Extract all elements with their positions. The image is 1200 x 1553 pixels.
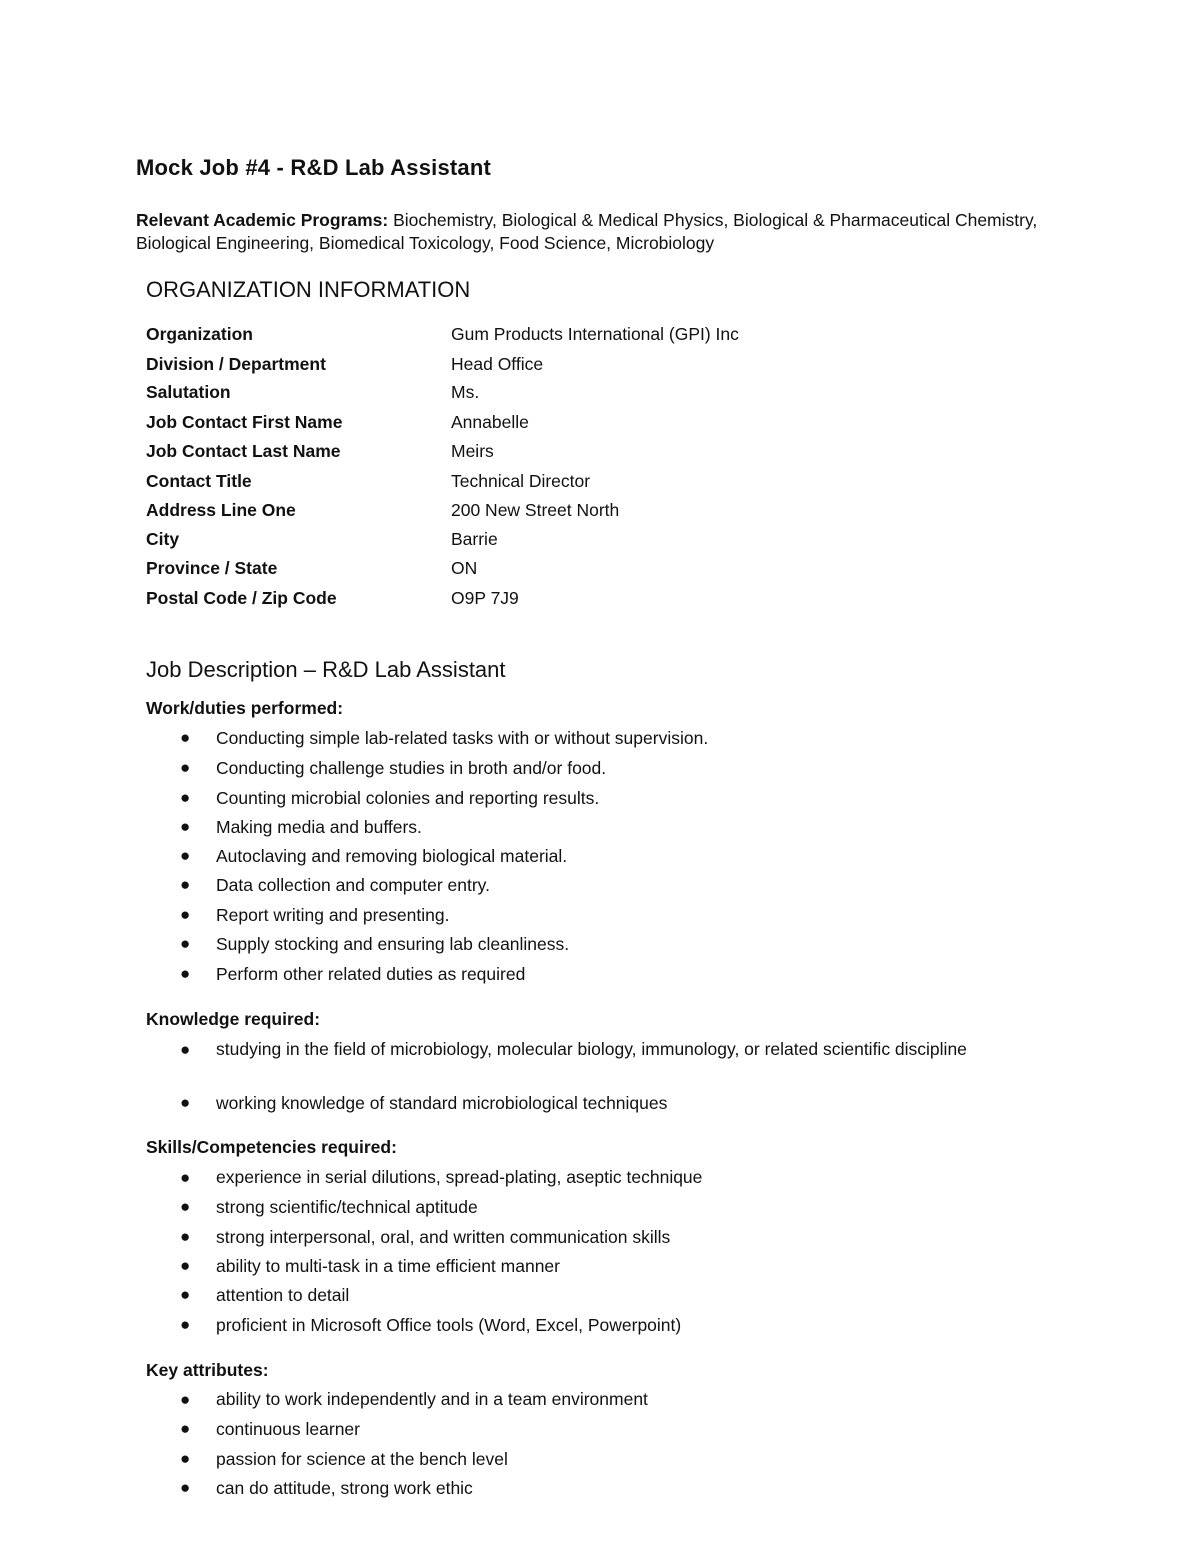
knowledge-heading: Knowledge required: (146, 1009, 321, 1029)
org-value: Technical Director (451, 471, 591, 491)
org-value: Head Office (451, 354, 544, 374)
list-item: Counting microbial colonies and reporting results. (216, 788, 600, 808)
org-label: Salutation (146, 382, 231, 402)
org-label: Postal Code / Zip Code (146, 588, 337, 608)
list-item: attention to detail (216, 1285, 350, 1305)
list-item: proficient in Microsoft Office tools (Word, Excel, Powerpoint) (216, 1315, 682, 1335)
bullet-icon: ● (180, 964, 191, 983)
bullet-icon: ● (180, 1285, 191, 1304)
list-item: continuous learner (216, 1419, 360, 1439)
list-item: strong interpersonal, oral, and written communication skills (216, 1227, 671, 1247)
bullet-icon: ● (180, 934, 191, 953)
list-item: Data collection and computer entry. (216, 875, 490, 895)
bullet-icon: ● (180, 728, 191, 747)
list-item: studying in the field of microbiology, molecular biology, immunology, or related scientific discipline (216, 1039, 967, 1059)
bullet-icon: ● (180, 1449, 191, 1468)
bullet-icon: ● (180, 1256, 191, 1275)
bullet-icon: ● (180, 1390, 191, 1409)
bullet-icon: ● (180, 1168, 191, 1187)
list-item: Supply stocking and ensuring lab cleanliness. (216, 934, 570, 954)
org-value: 200 New Street North (451, 500, 620, 520)
academic-programs-label: Relevant Academic Programs: (136, 210, 389, 230)
org-label: Province / State (146, 558, 278, 578)
list-item: Conducting simple lab-related tasks with or without supervision. (216, 728, 709, 748)
org-value: ON (451, 558, 478, 578)
bullet-icon: ● (180, 1315, 191, 1334)
list-item: Conducting challenge studies in broth and/or food. (216, 758, 607, 778)
org-label: Job Contact First Name (146, 412, 343, 432)
list-item: ability to multi-task in a time efficient manner (216, 1256, 560, 1276)
bullet-icon: ● (180, 1478, 191, 1497)
job-description-heading: Job Description – R&D Lab Assistant (146, 657, 506, 682)
attributes-heading: Key attributes: (146, 1360, 269, 1380)
duties-heading: Work/duties performed: (146, 698, 344, 718)
bullet-icon: ● (180, 1419, 191, 1438)
org-label: Job Contact Last Name (146, 441, 341, 461)
bullet-icon: ● (180, 758, 191, 777)
org-value: Gum Products International (GPI) Inc (451, 324, 739, 344)
list-item: Making media and buffers. (216, 817, 422, 837)
list-item: Autoclaving and removing biological material. (216, 846, 568, 866)
org-label: Division / Department (146, 354, 326, 374)
org-label: City (146, 529, 180, 549)
org-value: Barrie (451, 529, 498, 549)
bullet-icon: ● (180, 1227, 191, 1246)
list-item: passion for science at the bench level (216, 1449, 508, 1469)
bullet-icon: ● (180, 1197, 191, 1216)
org-label: Organization (146, 324, 253, 344)
bullet-icon: ● (180, 788, 191, 807)
org-value: Annabelle (451, 412, 529, 432)
org-value: O9P 7J9 (451, 588, 519, 608)
list-item: Report writing and presenting. (216, 905, 450, 925)
bullet-icon: ● (180, 846, 191, 865)
academic-programs-text: Biochemistry, Biological & Medical Physics, Biological & Pharmaceutical Chemistry, Biological Engineering, Biomedical Toxicology, Food Science, Microbiology (136, 210, 1038, 253)
bullet-icon: ● (180, 817, 191, 836)
list-item: Perform other related duties as required (216, 964, 526, 984)
org-value: Ms. (451, 382, 480, 402)
organization-heading: ORGANIZATION INFORMATION (146, 277, 471, 302)
list-item: strong scientific/technical aptitude (216, 1197, 478, 1217)
org-label: Address Line One (146, 500, 296, 520)
academic-programs (136, 209, 1056, 255)
list-item: working knowledge of standard microbiological techniques (216, 1093, 668, 1113)
list-item: experience in serial dilutions, spread-plating, aseptic technique (216, 1167, 703, 1187)
bullet-icon: ● (180, 1040, 191, 1059)
org-value: Meirs (451, 441, 494, 461)
skills-heading: Skills/Competencies required: (146, 1137, 397, 1157)
list-item: ability to work independently and in a team environment (216, 1389, 648, 1409)
bullet-icon: ● (180, 875, 191, 894)
bullet-icon: ● (180, 1093, 191, 1112)
org-label: Contact Title (146, 471, 252, 491)
page-title: Mock Job #4 - R&D Lab Assistant (136, 155, 492, 180)
list-item: can do attitude, strong work ethic (216, 1478, 473, 1498)
bullet-icon: ● (180, 905, 191, 924)
